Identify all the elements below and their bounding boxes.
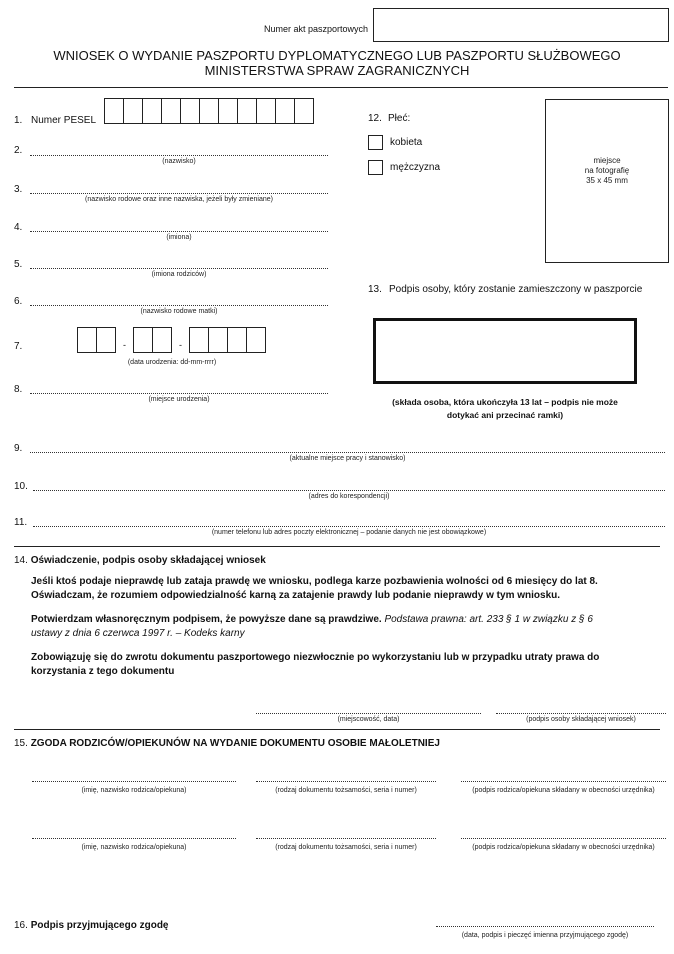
birth-year-input[interactable]	[189, 327, 265, 353]
receiver-signature-input[interactable]	[436, 926, 654, 927]
birth-month-input[interactable]	[133, 327, 171, 353]
birth-place-input[interactable]	[30, 393, 328, 394]
correspondence-address-caption: (adres do korespondencji)	[308, 493, 390, 500]
parents-names-input[interactable]	[30, 268, 328, 269]
parent-2-signature-input[interactable]	[461, 838, 666, 839]
parent-2-name-input[interactable]	[32, 838, 236, 839]
field-2-number: 2.	[14, 145, 23, 156]
section-divider-15	[14, 729, 660, 730]
photo-caption-line-1: miejsce	[593, 156, 621, 165]
declaration-p3-line-1: Zobowiązuję się do zwrotu dokumentu paszportowego niezwłocznie po wykorzystaniu lub w przypadku utraty prawa do	[31, 652, 600, 663]
sex-label: Płeć:	[388, 113, 411, 124]
sex-female-label: kobieta	[390, 137, 423, 148]
applicant-signature-caption: (podpis osoby składającej wniosek)	[526, 716, 636, 723]
section-divider-14	[14, 546, 660, 547]
workplace-input[interactable]	[30, 452, 665, 453]
photo-caption-line-2: na fotografię	[584, 166, 630, 175]
title-line-2: MINISTERSTWA SPRAW ZAGRANICZNYCH	[204, 63, 470, 78]
field-6-number: 6.	[14, 296, 23, 307]
section-15-title: ZGODA RODZICÓW/OPIEKUNÓW NA WYDANIE DOKUMENTU OSOBIE MAŁOLETNIEJ	[30, 738, 440, 749]
date-dash-2: -	[179, 340, 182, 350]
section-14-number: 14.	[14, 555, 28, 566]
field-4-number: 4.	[14, 222, 23, 233]
birth-day-input[interactable]	[77, 327, 115, 353]
field-3-number: 3.	[14, 184, 23, 195]
declaration-p1-line-1: Jeśli ktoś podaje nieprawdę lub zataja prawdę we wniosku, podlega karze pozbawienia wolności od 6 miesięcy do lat 8.	[31, 576, 598, 587]
contact-input[interactable]	[33, 526, 665, 527]
parent-1-document-caption: (rodzaj dokumentu tożsamości, seria i numer)	[275, 787, 417, 794]
passport-file-label: Numer akt paszportowych	[264, 24, 369, 34]
contact-caption: (numer telefonu lub adres poczty elektronicznej – podanie danych nie jest obowiązkowe)	[211, 529, 487, 536]
field-10-number: 10.	[14, 481, 28, 492]
parent-1-signature-input[interactable]	[461, 781, 666, 782]
sex-female-checkbox[interactable]	[368, 135, 383, 150]
mother-maiden-name-input[interactable]	[30, 305, 328, 306]
header-divider	[14, 87, 668, 88]
field-11-number: 11.	[14, 517, 28, 528]
date-dash-1: -	[123, 340, 126, 350]
field-5-number: 5.	[14, 259, 23, 270]
photo-caption-line-3: 35 x 45 mm	[586, 176, 628, 185]
passport-file-number-input[interactable]	[373, 8, 669, 42]
sex-male-label: mężczyzna	[390, 162, 441, 173]
section-14-header	[14, 555, 266, 566]
declaration-paragraph-1	[31, 575, 665, 603]
field-8-number: 8.	[14, 384, 23, 395]
declaration-p2-bold: Potwierdzam własnoręcznym podpisem, że powyższe dane są prawdziwe.	[31, 614, 382, 625]
sex-male-checkbox[interactable]	[368, 160, 383, 175]
parent-2-document-caption: (rodzaj dokumentu tożsamości, seria i numer)	[275, 844, 417, 851]
field-13-number: 13.	[368, 284, 382, 295]
maiden-name-caption: (nazwisko rodowe oraz inne nazwiska, jeżeli były zmieniane)	[85, 196, 273, 203]
workplace-caption: (aktualne miejsce pracy i stanowisko)	[289, 455, 406, 462]
section-14-title: Oświadczenie, podpis osoby składającej wniosek	[30, 555, 266, 566]
first-names-caption: (imiona)	[166, 234, 192, 241]
birth-date-caption: (data urodzenia: dd-mm-rrrr)	[127, 359, 217, 366]
form-title	[0, 48, 674, 78]
declaration-p2-italic-1: Podstawa prawna: art. 233 § 1 w związku z § 6	[384, 614, 593, 625]
parent-1-document-input[interactable]	[256, 781, 436, 782]
receiver-signature-caption: (data, podpis i pieczęć imienna przyjmującego zgodę)	[461, 932, 629, 939]
parent-1-name-input[interactable]	[32, 781, 236, 782]
declaration-p2-italic-2: ustawy z dnia 6 czerwca 1997 r. – Kodeks karny	[31, 628, 245, 639]
declaration-p1-line-2: Oświadczam, że rozumiem odpowiedzialność karną za zatajenie prawdy lub podanie nieprawdy w tym wniosku.	[31, 590, 561, 601]
place-date-input[interactable]	[256, 713, 481, 714]
parents-names-caption: (imiona rodziców)	[151, 271, 207, 278]
section-16-label: Podpis przyjmującego zgodę	[30, 920, 169, 931]
field-12-number: 12.	[368, 113, 382, 124]
passport-signature-label: Podpis osoby, który zostanie zamieszczony w paszporcie	[389, 284, 643, 295]
signature-note-line-2: dotykać ani przecinać ramki)	[446, 410, 564, 420]
signature-note-line-1: (składa osoba, która ukończyła 13 lat – podpis nie może	[392, 397, 618, 407]
section-15-header	[14, 738, 440, 749]
surname-caption: (nazwisko)	[162, 158, 196, 165]
parent-1-name-caption: (imię, nazwisko rodzica/opiekuna)	[81, 787, 187, 794]
field-9-number: 9.	[14, 443, 23, 454]
title-line-1: WNIOSEK O WYDANIE PASZPORTU DYPLOMATYCZNEGO LUB PASZPORTU SŁUŻBOWEGO	[53, 48, 621, 63]
declaration-p3-line-2: korzystania z tego dokumentu	[31, 666, 175, 677]
parent-2-document-input[interactable]	[256, 838, 436, 839]
field-1-number: 1.	[14, 115, 23, 126]
place-date-caption: (miejscowość, data)	[337, 716, 400, 723]
mother-maiden-name-caption: (nazwisko rodowe matki)	[140, 308, 218, 315]
parent-1-signature-caption: (podpis rodzica/opiekuna składany w obecności urzędnika)	[472, 787, 655, 794]
correspondence-address-input[interactable]	[33, 490, 665, 491]
applicant-signature-input[interactable]	[496, 713, 666, 714]
declaration-paragraph-3	[31, 651, 665, 679]
birth-place-caption: (miejsce urodzenia)	[148, 396, 210, 403]
pesel-input[interactable]	[104, 98, 313, 124]
signature-note	[362, 396, 648, 422]
field-7-number: 7.	[14, 341, 23, 352]
section-16-number: 16.	[14, 920, 28, 931]
parent-2-name-caption: (imię, nazwisko rodzica/opiekuna)	[81, 844, 187, 851]
surname-input[interactable]	[30, 155, 328, 156]
passport-signature-frame[interactable]	[373, 318, 637, 384]
parent-2-signature-caption: (podpis rodzica/opiekuna składany w obecności urzędnika)	[472, 844, 655, 851]
section-16-header	[14, 920, 169, 931]
declaration-paragraph-2	[31, 613, 665, 641]
section-15-number: 15.	[14, 738, 28, 749]
photo-placeholder	[545, 99, 669, 263]
pesel-label: Numer PESEL	[31, 115, 97, 126]
first-names-input[interactable]	[30, 231, 328, 232]
maiden-name-input[interactable]	[30, 193, 328, 194]
